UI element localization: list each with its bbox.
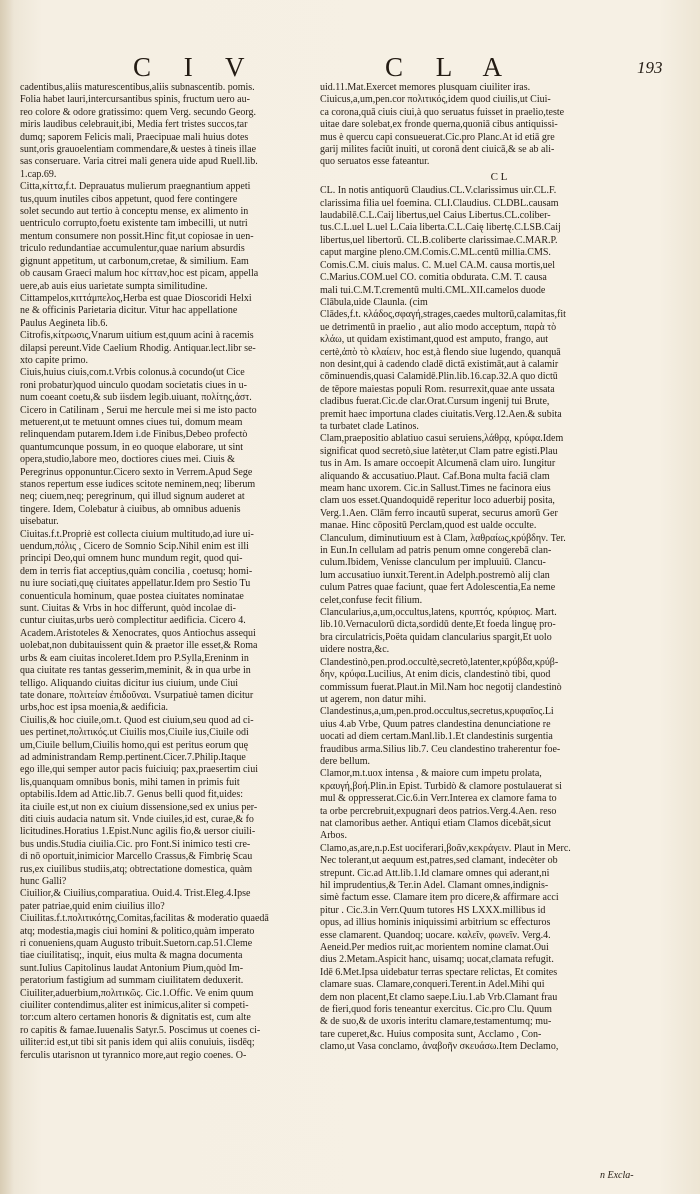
right-headword: C L A — [385, 52, 516, 82]
text-line: hunc Galli? — [20, 876, 67, 887]
text-line: sas conseruare. Varia citrei mali genera uide apud Ruell.lib. — [20, 156, 258, 168]
text-line: ta orbe percrebruit,expugnari deos patrios.Verg.4.Aen. reso — [320, 805, 557, 817]
text-line: Clandestinò,pen.prod.occultè,secretò,latenter,κρύβδα,κρύβ- — [320, 656, 559, 668]
running-header — [0, 52, 700, 82]
text-line: ne & officinis Parietaria dicitur. Vitur hac appellatione — [20, 305, 238, 317]
text-line: tate donare, πολιτείαν ἐπιδοῦναι. Vsurpatiuè tamen dicitur — [20, 689, 254, 701]
text-line: ad administrandam Remp.pertinent.Cicer.7.Philip.Itaque — [20, 751, 246, 763]
text-line: Verg.1.Aen. Clām ferro incautū superat, securus amorū Ger — [320, 507, 558, 519]
text-line: peratorium fastigium ad summam ciuilitatem deduxerit. — [20, 975, 244, 987]
text-line: tiae ciuilitatisq;, inquit, eius multa & magna documenta — [20, 950, 243, 962]
text-line: Ciuitas.f.t.Propriè est collecta ciuium multitudo,ad iure ui- — [20, 528, 254, 540]
text-line: opera,studio,labore meo, doctiores ciues mei. Ciuis & — [20, 454, 235, 466]
text-line: uentriculo corrupto,foetu existente tam imbecilli, ut nutri — [20, 218, 248, 230]
text-line: Clamo,as,are,n.p.Est uociferari,βοᾶν,κεκράγειν. Plaut in Merc. — [320, 842, 571, 854]
text-line: mul & oppresserat.Cic.6.in Verr.Interea ex clamore fama to — [320, 793, 557, 805]
text-line: ri conueniens,quam Augusto tribuit.Suetorn.cap.51.Cleme — [20, 938, 253, 950]
text-line: Citrofis,κίτρωσις,Vnarum uitium est,quum acini à racemis — [20, 330, 254, 342]
text-line: dilapsi pereunt.Vide Caelium Rhodig. Antiquar.lect.libr se- — [20, 342, 256, 354]
text-line: Cicero in Catilinam , Serui me hercule mei si me isto pacto — [20, 404, 257, 416]
text-line: κλάω, ut quidam existimant,quod est amputo, frango, aut — [320, 334, 549, 346]
text-line: ta turbatet clade Latinos. — [320, 420, 419, 432]
text-line: Ciuis,huius ciuis,com.t.Vrbis colonus.à cocundo(ut Cice — [20, 367, 245, 379]
text-line: tare cuperet,&c. Huius composita sunt, Acclamo , Con- — [320, 1028, 542, 1040]
text-line: licitudines.Horatius 1.Epist.Nunc agilis fio,& uersor ciuili- — [20, 826, 256, 838]
text-line: celet,confuse fecit filium. — [320, 594, 423, 606]
text-line: mentum consumere non possit.Hinc fit,ut copiosae in uen- — [20, 230, 254, 242]
text-line: Aeneid.Per medios ruit,ac morientem nomine clamat.Oui — [320, 942, 549, 954]
text-line: CL. In notis antiquorū Claudius.CL.V.clarissimus uir.CL.F. — [320, 185, 557, 197]
text-line: lis,quanquam omnibus bonis, mihi tamen in primis fuit — [20, 776, 240, 788]
text-line: & de suo,& de uxoris interitu clamare,testamentumq; mu- — [320, 1016, 552, 1028]
text-line: δην, κρύφα.Lucilius, At enim dicis, clandestinò tibi, quod — [320, 669, 551, 681]
text-line: 1.cap.69. — [20, 168, 57, 180]
text-line: sunt,oris grauoelentiam commendare,& uestes à tineis illae — [20, 144, 257, 156]
text-line: certè,ἀπὸ τὸ κλαίειν, hoc est,à flendo siue lugendo, quanquā — [320, 346, 561, 358]
text-line: Clam,praepositio ablatiuo casui seruiens,λάθρᾳ, κρύφα.Idem — [320, 433, 564, 445]
left-headword: C I V — [133, 52, 258, 82]
text-line: Ciuilis,& hoc ciuile,om.t. Quod est ciuium,seu quod ad ci- — [20, 714, 254, 726]
text-line: lum accusatiuo iunxit.Terent.in Adelph.postremò alij clan — [320, 569, 550, 581]
text-line: telligo. Aliquando ciuitas dicitur ius ciuium, unde Ciui — [20, 677, 239, 689]
text-line: in Eun.In cellulam ad patris penum omne congerebā clan- — [320, 545, 552, 557]
text-line: opus, ad illius hominis iniquissimi arbitrium sc effecturos — [320, 917, 551, 929]
text-line: nu iure sociati,quę ciuitates appellatur.Idem pro Sestio Tu — [20, 578, 251, 590]
text-line: conuenticula hominum, quae postea ciuitates nominatae — [20, 590, 244, 602]
text-line: uendum,πόλις , Cicero de Somnio Scip.Nihil enim est illi — [20, 541, 249, 553]
text-line: tus,quum inutiles cibos appetunt, quod fere contingere — [20, 193, 238, 205]
text-line: ita ciuile est,ut non ex ciuium dissensione,sed ex unius per- — [20, 801, 258, 813]
text-line: ciuiliter contendimus,aliter est inimicus,aliter si competi- — [20, 1000, 249, 1012]
text-line: C L — [490, 170, 508, 183]
text-line: tus in Am. Is amare occoepit Alcumenā clam uiro. Iungitur — [320, 458, 556, 470]
text-line: ego ille,qui semper autor pacis fuiciuiq; pax,praesertim ciui — [20, 764, 258, 776]
text-line: tingere. Idem, Colebatur à ciuibus, ab omnibus aduenis — [20, 503, 241, 515]
text-line: gignunt appetitum, ut carbonum,cretae, & similium. Eam — [20, 255, 249, 267]
text-line: cōminuendis,quasi Calamidē.Plin.lib.16.cap.32.A quo dictū — [320, 371, 558, 383]
catchword: n Excla- — [600, 1170, 634, 1181]
text-line: Paulus Aegineta lib.6. — [20, 317, 108, 329]
text-line: pitur . Cic.3.in Verr.Quum tutores HS LXXX.millibus id — [320, 904, 546, 916]
text-line: significat quod secretò,siue latèter,ut Clam patre egisti.Plau — [320, 445, 558, 457]
text-line: Peregrinus opponuntur.Cicero sexto in Verrem.Apud Sege — [20, 466, 253, 478]
text-line: mali tui.C.M.T.crementū multi.CML.XII.camelos duode — [320, 284, 546, 296]
text-line: dem non placent,Et clamo saepe.Liu.1.ab Vrb.Clamant frau — [320, 991, 558, 1003]
text-line: Nec tolerant,ut aequum est,patres,sed clamant, indecèter ob — [320, 855, 558, 867]
text-line: Idē 6.Met.Ipsa uidebatur terras spectare relictas, Et comites — [320, 966, 558, 978]
text-line: ut agerem, non datur mihi. — [320, 693, 427, 705]
text-line: tor:cum altero certamen honoris & dignitatis est, cum alte — [20, 1012, 251, 1024]
text-line: miris laudibus celebrauit,ibi, Media fert tristes succos,tar — [20, 119, 248, 131]
text-line: strepunt. Cic.ad Att.lib.1.Id clamare omnes qui aderant,ni — [320, 867, 550, 879]
text-line: ob causam Graeci malum hoc κίτταν,hoc est picam, appella — [20, 268, 259, 280]
text-line: uius 4.ab Vrbe, Quum patres clandestina denunciatione re — [320, 718, 551, 730]
text-line: reo colore & odore gratissimo: quem Verg. secundo Georg. — [20, 106, 257, 118]
text-line: um,Ciuile bellum,Ciuilis homo,qui est peritus eorum quę — [20, 739, 249, 751]
text-line: rus,ex ciuilibus studiis,atq; obtrectatione domestica, quàm — [20, 863, 253, 875]
text-line: ues pertinet,πολιτικός.ut Ciuilis mos,Ciuile ius,Ciuile odi — [20, 727, 249, 739]
text-line: Arbos. — [320, 830, 347, 842]
text-line: roni probatur)quod uinculo quodam societatis ciues in u- — [20, 379, 247, 391]
text-line: uiliter:id est,ut tibi sit panis idem qui aliis conuiuis, iisdēq; — [20, 1037, 255, 1049]
text-line: ca corona,quā ciuis ciui,à quo seruatus fuisset in praelio,teste — [320, 106, 565, 118]
text-line: Clancularius,a,um,occultus,latens, κρυπτός, κρύφιος. Mart. — [320, 607, 557, 619]
text-line: uere,ab auis eius uarietate sumpta similitudine. — [20, 280, 208, 292]
text-line: garij milites faciūt inuiti, ut coronā dent ciuicā,& se ab ali- — [320, 144, 555, 156]
text-line: mus è quercu capi consueuerat.Cic.pro Planc.At id etiā gre — [320, 131, 555, 143]
text-line: aliquando & accusatiuo.Plaut. Caf.Bona multa faciā clam — [320, 470, 550, 482]
text-line: quantumcunque possum, in eo quoque elaborare, ut sint — [20, 441, 244, 453]
text-line: premit haec importuna clades ciuitatis.Verg.12.Aen.& subita — [320, 408, 562, 420]
text-line: clamare suas. Clamare,conqueri.Terent.in Adel.Mihi qui — [320, 979, 545, 991]
text-line: Folia habet lauri,intercursantibus spinis, fructum uero au- — [20, 94, 250, 106]
text-line: bra circulatricis,Poëta quidam clancularius spargit,Et uolo — [320, 631, 552, 643]
text-line: atq; modestia,magis ciui homini & politico,quàm imperato — [20, 925, 255, 937]
text-line: uid.11.Mat.Exercet memores plusquam ciuiliter iras. — [320, 82, 531, 93]
text-line: manae. Hinc cōpositū Perclam,quod est ualde occulte. — [320, 520, 537, 532]
text-line: uidere nostra,&c. — [320, 644, 390, 656]
text-line: Cittampelos,κιττάμπελος,Herba est quae Dioscoridi Helxi — [20, 292, 252, 304]
text-line: Clābula,uide Claunla. (cim — [320, 296, 428, 308]
text-line: sunt. Ciuitas & Vrbs in hoc differunt, quòd incolae di- — [20, 603, 236, 615]
text-line: libertus,uel libertorū. CL.B.coliberte clarissimae.C.MAR.P. — [320, 234, 558, 246]
text-line: C.Marius.COM.uel CO. comitia obdurata. C.M. T. causa — [320, 272, 547, 284]
text-line: cuntur ciuitas,urbs uerò complectitur aedificia. Cicero 4. — [20, 615, 246, 627]
text-line: num coeant coetu,& sub iisdem legib.uiuant, πολίτης,ἀστ. — [20, 392, 252, 404]
text-line: Ciuiliter,aduerbium,πολιτικῶς. Cic.1.Offic. Ve enim quum — [20, 987, 254, 999]
text-line: metuerent,ut te metuunt omnes ciues tui, domum meam — [20, 416, 243, 428]
text-line: Academ.Aristoteles & Xenocrates, quos Antiochus assequi — [20, 627, 256, 639]
text-line: dem in terris fiat acceptius,quàm concilia , coetusq; homi- — [20, 565, 253, 577]
text-line: clarissima filia uel foemina. CLI.Claudius. CLDBL.causam — [320, 197, 559, 209]
text-line: uolebat,non dubitauissent quin & praetor ille esset,& Roma — [20, 640, 258, 652]
text-line: Clandestinus,a,um,pen.prod.occultus,secretus,κρυφαῖος.Li — [320, 706, 554, 718]
text-line: tus.C.L.uel L.uel L.Caia liberta.C.L.Caię libertę.C.LSB.Caij — [320, 222, 561, 234]
text-line: de tēpore maiestas populi Rom. resurrexit,quae ante ussata — [320, 383, 555, 395]
page-gutter-shadow — [0, 0, 14, 1194]
text-line: meam hanc uxorem. Cic.in Sallust.Times ne facinora eius — [320, 483, 551, 494]
text-line: sunt.Iulius Capitolinus laudat Antonium Pium,quòd Im- — [20, 962, 244, 974]
text-line: esse clamarent. Quandoq; uocare. καλεῖν, φωνεῖν. Verg.4. — [320, 929, 551, 941]
text-line: optabilis.Idem ad Attic.lib.7. Genus belli quod fit,uides: — [20, 789, 244, 801]
text-line: laudabilē.C.L.Caij libertus,uel Caius Libertus.CL.coliber- — [320, 210, 551, 222]
text-line: κραυγή,βοή.Plin.in Epist. Turbidò & clamore postulauerat si — [320, 780, 562, 792]
text-line: culum.Ibidem, Venisse clanculum per impluuiū. Clancu- — [320, 557, 546, 569]
text-line: Clanculum, diminutiuum est à Clam, λαθραίως,κρύβδην. Ter. — [320, 532, 566, 544]
text-line: nat clamoribus aether. Antiqui etiam Clamos dicebāt,sicut — [320, 817, 552, 829]
text-line: principi Deo,qui omnem hunc mundum regit, quod qui- — [20, 553, 243, 565]
text-line: clam uos esset.Quandoquidē reperitur loco aduerbij posita, — [320, 495, 555, 507]
text-line: cladibus fuerat.Cic.de clar.Orat.Cursum ingenij tui Brute, — [320, 396, 550, 408]
text-line: Comis.C.M. ciuis malus. C. M.uel CA.M. causa mortis,uel — [320, 259, 555, 271]
text-line: uocati ad diem certam.Manl.lib.1.Et clandestinis surgentia — [320, 731, 553, 743]
text-line: neq; ciuem,neq; peregrinum, qui illud signum auderet at — [20, 491, 245, 503]
text-line: quo seruatos esse fateantur. — [320, 156, 430, 168]
left-column — [20, 82, 302, 1172]
text-line: dere bellum. — [320, 755, 370, 767]
text-line: uisebatur. — [20, 516, 59, 528]
text-line: uitae dare solebat,ex fronde querna,quoniā cibus antiquissi- — [320, 119, 558, 131]
text-line: xto capite primo. — [20, 354, 89, 366]
text-line: non desint,qui à cadendo cladē dictā existimāt,aut à calamir — [320, 358, 559, 370]
text-line: Citta,κίττα,f.t. Deprauatus mulierum praegnantium appeti — [20, 181, 251, 193]
text-line: lib.10.Vernaculorū dicta,sordidū dente,Et foeda linguę pro- — [320, 619, 556, 631]
text-line: stanos repertum esse iudices scitote neminem,neq; liberum — [20, 479, 256, 490]
text-line: ro capitis & famae.Iuuenalis Satyr.5. Poscimus ut coenes ci- — [20, 1024, 261, 1036]
right-column — [320, 82, 678, 1172]
text-line: dumq; saporem Felicis mali, Praecipuae mali huius dotes — [20, 131, 249, 143]
text-line: Clādes,f.t. κλάδος,σφαγή,strages,caedes multorū,calamitas,fit — [320, 309, 566, 321]
text-line: hil imprudentius,& Ter.in Adel. Clamant omnes,indignis- — [320, 880, 549, 891]
text-line: urbs,hoc est ipsa moenia,& aedificia. — [20, 702, 169, 714]
text-line: bus undis.Studia ciuilia.Cic. pro Font.Si inimico testi cre- — [20, 838, 251, 850]
text-line: fraudibus arma.Silius lib.7. Ceu clandestino traherentur foe- — [320, 743, 561, 755]
text-line: ferculis utarisnon ut tyrannico more,aut regio coenes. O- — [20, 1049, 247, 1061]
text-line: commissum fuerat.Plaut.in Mil.Nam hoc negotij clandestinò — [320, 681, 562, 693]
text-line: caput margine pleno.CM.Comis.C.ML.centū millia.CMS. — [320, 247, 551, 259]
text-line: Ciuicus,a,um,pen.cor πολιτικός,idem quod ciuilis,ut Ciui- — [320, 94, 551, 106]
text-line: diti ciuis audacia natum sit. Vnde ciuiles,id est, curae,& fo — [20, 813, 254, 825]
text-line: cadentibus,aliis maturescentibus,aliis subnascentib. pomis. — [20, 82, 255, 93]
text-line: dius 2.Metam.Aspicit hanc, uisamq; uocat,clamata refugit. — [320, 954, 554, 966]
text-line: Clamor,m.t.uox intensa , & maiore cum impetu prolata, — [320, 768, 542, 780]
text-line: Ciuilitas.f.t.πολιτικότης,Comitas,facilitas & moderatio quaedā — [20, 913, 269, 925]
text-line: solet secundo aut tertio à conceptu mense, ex alimento in — [20, 206, 249, 218]
text-line: clamo,ut Vasa conclamo, ἀναβοῆν σκευάσω.Item Declamo, — [320, 1041, 559, 1053]
text-line: culum Patres quae faciunt, quae fert Adolescentia,Ea neme — [320, 582, 556, 594]
text-line: pater patriae,quid enim ciuilius illo? — [20, 900, 165, 912]
text-line: Ciuilior,& Ciuilius,comparatiua. Ouid.4. Trist.Eleg.4.Ipse — [20, 888, 251, 900]
text-line: ue detrimentū in praelio , aut alio modo acceptum, παρὰ τὸ — [320, 321, 557, 333]
text-line: qua ciuitate res tantas gesserim,meminit, & in qua urbe in — [20, 665, 251, 677]
text-line: de fieri,quod foris teneantur exercitus. Cic.pro Clu. Quum — [320, 1004, 552, 1016]
text-line: di nō oportuit,inimicior Marcello Crassus,& Fimbrię Scau — [20, 851, 253, 863]
text-line: triculo redundantiae accumulentur,quae narium absurdis — [20, 243, 245, 255]
text-line: simè factum esse. Clamare item pro dicere,& affirmare acci — [320, 892, 559, 904]
text-line: urbs & eam ciuitas incoleret.Idem pro P.Sylla,Ereninm in — [20, 652, 249, 664]
page-number: 193 — [637, 58, 663, 77]
text-line: relinquendam putarem.Idem i.de Finibus,Debeo profectò — [20, 429, 248, 441]
